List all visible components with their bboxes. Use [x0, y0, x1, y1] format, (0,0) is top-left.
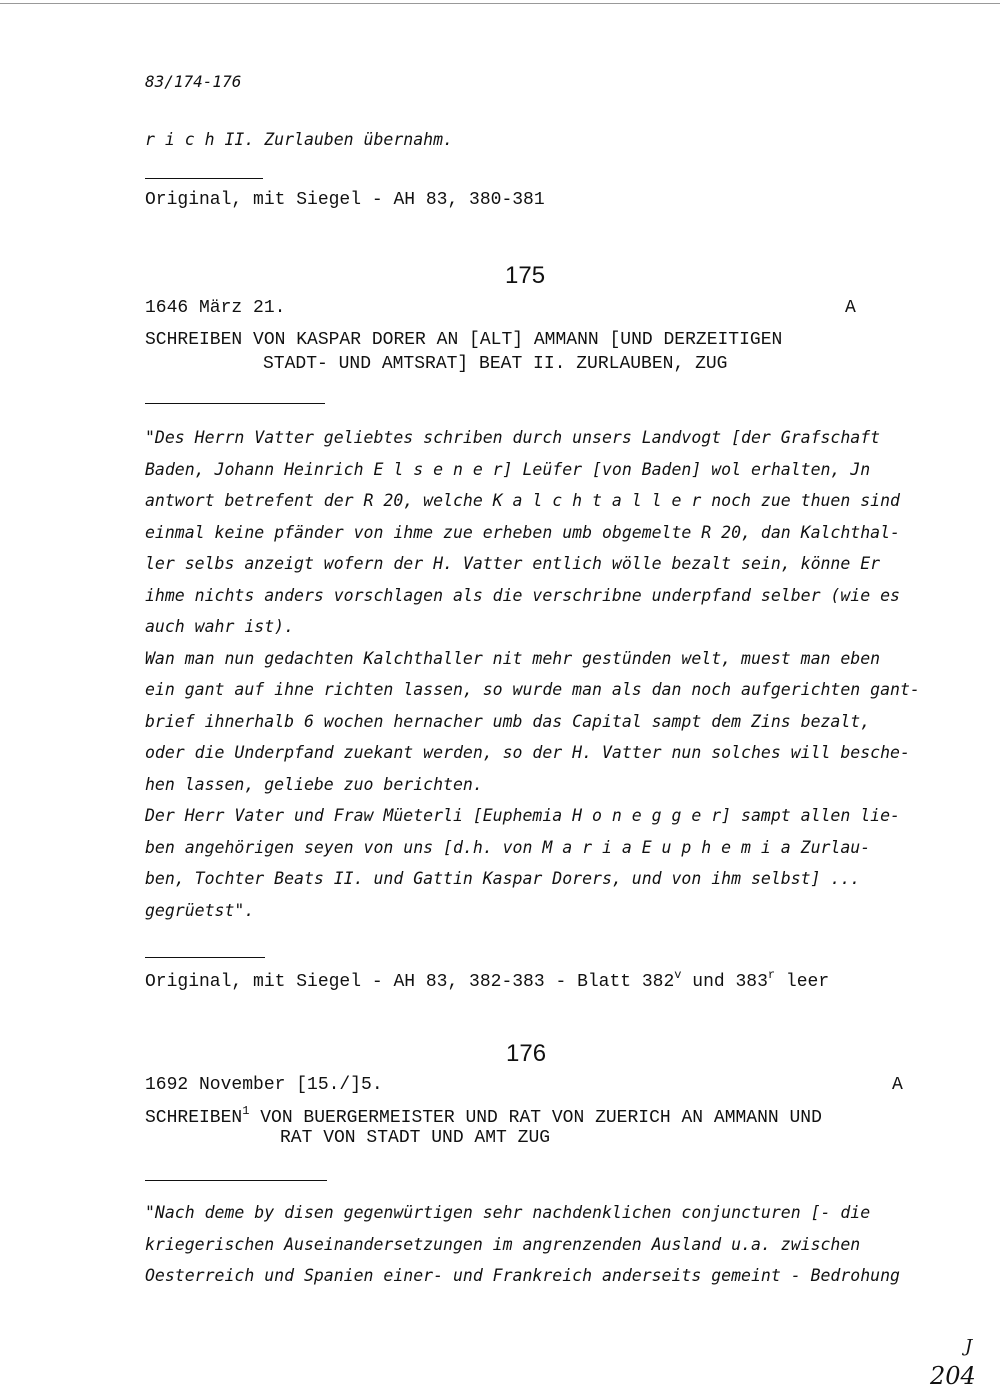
text-line: ein gant auf ihne richten lassen, so wurde man als dan noch aufgerichten gant- [145, 680, 920, 699]
handwritten-page-number: 204 [930, 1362, 976, 1390]
previous-entry-title-end: r i c h II. Zurlauben übernahm. [145, 130, 453, 149]
entry-number: 175 [505, 262, 546, 289]
text-line: antwort betrefent der R 20, welche K a l c h t a l l e r noch zue thuen sind [145, 491, 900, 510]
text-line: brief ihnerhalb 6 wochen hernacher umb das Capital sampt dem Zins bezalt, [145, 711, 871, 731]
text-line: ihme nichts anders vorschlagen als die verschribne underpfand selber (wie es [145, 585, 900, 605]
text-line: ler selbs anzeigt wofern der H. Vatter entlich wölle bezalt sein, könne Er [145, 554, 881, 573]
source-superscript-recto: r [767, 968, 776, 982]
text-line: einmal keine pfänder von ihme zue erheben umb obgemelte R 20, dan Kalchthal- [145, 522, 900, 542]
page-reference: 83/174-176 [145, 72, 242, 91]
handwritten-mark: J [965, 1336, 973, 1357]
entry-number: 176 [506, 1040, 547, 1067]
text-line: Wan man nun gedachten Kalchthaller nit mehr gestünden welt, muest man eben [145, 648, 881, 668]
text-line: Oesterreich und Spanien einer- und Frankreich anderseits gemeint - Bedrohung [145, 1266, 900, 1285]
text-line: Baden, Johann Heinrich E l s e n e r] Leüfer [von Baden] wol erhalten, Jn [145, 459, 871, 479]
text-line: ben angehörigen seyen von uns [d.h. von M a r i a E u p h e m i a Zurlau- [145, 837, 871, 857]
entry-title-word: SCHREIBEN [145, 1108, 243, 1128]
entry-letter: A [845, 298, 856, 318]
scan-edge-line [0, 3, 1000, 4]
text-line: kriegerischen Auseinandersetzungen im angrenzenden Ausland u.a. zwischen [145, 1234, 861, 1254]
entry-title-line-1: SCHREIBEN VON KASPAR DORER AN [ALT] AMMANN [UND DERZEITIGEN [145, 330, 783, 350]
source-superscript-verso: v [674, 968, 682, 982]
entry-title-rest: VON BUERGERMEISTER UND RAT VON ZUERICH AN AMMANN UND [249, 1108, 822, 1128]
source-note [145, 968, 829, 992]
divider [145, 403, 325, 404]
source-note-text: Original, mit Siegel - AH 83, 382-383 - Blatt 382 [145, 972, 675, 992]
text-line: "Des Herrn Vatter geliebtes schriben durch unsers Landvogt [der Grafschaft [145, 428, 881, 447]
divider [145, 178, 263, 179]
entry-title-line-1 [145, 1104, 822, 1128]
entry-letter: A [892, 1075, 903, 1095]
text-line: oder die Underpfand zuekant werden, so der H. Vatter nun solches will besche- [145, 743, 910, 762]
text-line: "Nach deme by disen gegenwürtigen sehr nachdenklichen conjuncturen [- die [145, 1203, 871, 1222]
entry-date: 1646 März 21. [145, 298, 286, 318]
source-note-text: und 383 [681, 972, 768, 992]
divider [145, 957, 265, 958]
entry-title-line-2: STADT- UND AMTSRAT] BEAT II. ZURLAUBEN, ZUG [263, 354, 728, 374]
letter-text [145, 1197, 925, 1292]
text-line: auch wahr ist). [145, 617, 295, 636]
text-line: hen lassen, geliebe zuo berichten. [145, 774, 483, 794]
text-line: ben, Tochter Beats II. und Gattin Kaspar Dorers, und von ihm selbst] ... [145, 869, 861, 888]
entry-title-line-2: RAT VON STADT UND AMT ZUG [280, 1128, 551, 1148]
letter-text [145, 422, 925, 926]
footnote-marker: 1 [242, 1104, 250, 1118]
source-note-text: leer [775, 972, 830, 992]
entry-title [145, 328, 782, 376]
text-line: gegrüetst". [145, 900, 255, 920]
entry-date: 1692 November [15./]5. [145, 1075, 383, 1095]
previous-source-note: Original, mit Siegel - AH 83, 380-381 [145, 190, 545, 210]
divider [145, 1180, 327, 1181]
text-line: Der Herr Vater und Fraw Müeterli [Euphemia H o n e g g e r] sampt allen lie- [145, 806, 900, 825]
